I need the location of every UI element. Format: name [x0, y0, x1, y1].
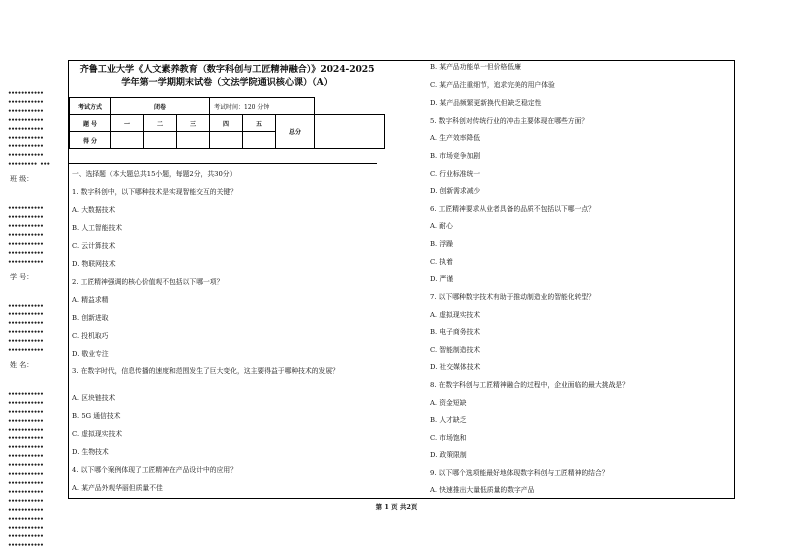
option: A. 耐心 [430, 222, 453, 230]
option: A. 快速推出大量低质量的数字产品 [430, 486, 535, 494]
exam-time: 考试时间：120 分钟 [210, 98, 315, 115]
option: C. 行业标准统一 [430, 170, 481, 178]
page-number: 第 1 页 共2页 [375, 503, 418, 511]
right-column [427, 61, 727, 498]
score-cell-5[interactable] [243, 132, 276, 149]
column-1: 一 [111, 115, 144, 132]
dotted-line: ••••••••••• ••••••••••• ••••••••••• ••••••••••• ••••••••••• ••••••••••• ••••••••••• ••••••••••• ••••••••••• ••••••••••• ••••••••••• ••••••••••• ••••••••••• ••••••••••• ••••••••••• ••••••••••• ••••••••••• ••••••••••• [8, 390, 44, 550]
option: A. 虚拟现实技术 [430, 311, 481, 319]
option: D. 创新需求减少 [430, 187, 481, 195]
option: D. 生物技术 [72, 448, 109, 456]
option: B. 人工智能技术 [72, 224, 123, 232]
dotted-line: ••••••••••• ••••••••••• ••••••••••• ••••••••••• ••••••••••• ••••••••••• [8, 302, 44, 355]
divider [69, 163, 377, 164]
option: D. 某产品频繁更新换代但缺乏稳定性 [430, 99, 542, 107]
option: C. 执着 [430, 258, 453, 266]
option: A. 大数据技术 [72, 206, 116, 214]
question: 9. 以下哪个选项能最好地体现数字科创与工匠精神的结合？ [430, 469, 609, 477]
column-2: 二 [144, 115, 177, 132]
option: B. 人才缺乏 [430, 416, 467, 424]
option: B. 电子商务技术 [430, 328, 481, 336]
option: D. 敬业专注 [72, 350, 109, 358]
question-number-row [70, 115, 385, 132]
option: B. 市场竞争加剧 [430, 152, 481, 160]
option: B. 浮躁 [430, 240, 453, 248]
column-5: 五 [243, 115, 276, 132]
section-heading: 一、选择题（本大题总共15小题，每题2分，共30分） [72, 170, 237, 178]
option: A. 精益求精 [72, 296, 109, 304]
option: A. 区块链技术 [72, 394, 116, 402]
question: 6. 工匠精神要求从业者具备的品质不包括以下哪一点？ [430, 205, 595, 213]
option: B. 创新进取 [72, 314, 109, 322]
score-cell-2[interactable] [144, 132, 177, 149]
option: D. 社交媒体技术 [430, 363, 481, 371]
exam-title-line2: 学年第一学期期末试卷（文法学院通识核心课）（A） [121, 77, 333, 88]
dotted-line: ••••••••••• ••••••••••• ••••••••••• ••••••••••• ••••••••••• ••••••••••• ••••••••••• [8, 205, 44, 266]
score-cell-4[interactable] [210, 132, 243, 149]
score-label: 得 分 [70, 132, 111, 149]
question: 5. 数字科创对传统行业的冲击主要体现在哪些方面？ [430, 117, 589, 125]
total-score-label: 总分 [276, 115, 315, 149]
exam-title [69, 63, 385, 89]
exam-page-frame [68, 60, 735, 499]
option: A. 生产效率降低 [430, 134, 481, 142]
binding-margin [8, 90, 66, 551]
option: A. 资金短缺 [430, 399, 467, 407]
option: D. 政策限制 [430, 451, 467, 459]
option: D. 严谨 [430, 275, 454, 283]
option: C. 智能制造技术 [430, 346, 481, 354]
total-score-cell[interactable] [315, 115, 385, 149]
student-id-label: 学 号： [10, 272, 34, 281]
score-table [69, 97, 385, 149]
option: C. 某产品注重细节，追求完美的用户体验 [430, 81, 555, 89]
exam-title-line1: 齐鲁工业大学《人文素养教育（数字科创与工匠精神融合）》2024-2025 [79, 64, 375, 75]
column-3: 三 [177, 115, 210, 132]
question: 4. 以下哪个案例体现了工匠精神在产品设计中的应用？ [72, 466, 237, 474]
question: 7. 以下哪种数字技术有助于推动制造业的智能化转型？ [430, 293, 595, 301]
name-label: 姓 名： [10, 360, 34, 369]
question: 3. 在数字时代，信息传播的速度和范围发生了巨大变化，这主要得益于哪种技术的发展？ [72, 367, 339, 375]
question-number-label: 题 号 [70, 115, 111, 132]
class-label: 班 级： [10, 175, 34, 184]
option: C. 市场饱和 [430, 434, 467, 442]
option: A. 某产品外观华丽但质量不佳 [72, 484, 163, 492]
option: B. 5G 通信技术 [72, 412, 121, 420]
exam-mode-label: 考试方式 [70, 98, 111, 115]
left-column [69, 61, 385, 498]
option: C. 云计算技术 [72, 242, 116, 250]
question: 2. 工匠精神强调的核心价值观不包括以下哪一项？ [72, 278, 224, 286]
dotted-line: ••••••••••• ••••••••••• ••••••••••• ••••••••••• ••••••••••• ••••••••••• ••••••••••• ••••••••••• ••••••••• ••• [8, 90, 50, 169]
column-4: 四 [210, 115, 243, 132]
score-cell-3[interactable] [177, 132, 210, 149]
question: 1. 数字科创中，以下哪种技术是实现智能交互的关键？ [72, 188, 237, 196]
exam-info-row [70, 98, 385, 115]
question: 8. 在数字科创与工匠精神融合的过程中，企业面临的最大挑战是？ [430, 381, 629, 389]
option: C. 投机取巧 [72, 332, 109, 340]
option: C. 虚拟现实技术 [72, 430, 123, 438]
score-cell-1[interactable] [111, 132, 144, 149]
option: D. 物联网技术 [72, 260, 116, 268]
option: B. 某产品功能单一但价格低廉 [430, 63, 521, 71]
exam-mode-value: 闭卷 [111, 98, 210, 115]
